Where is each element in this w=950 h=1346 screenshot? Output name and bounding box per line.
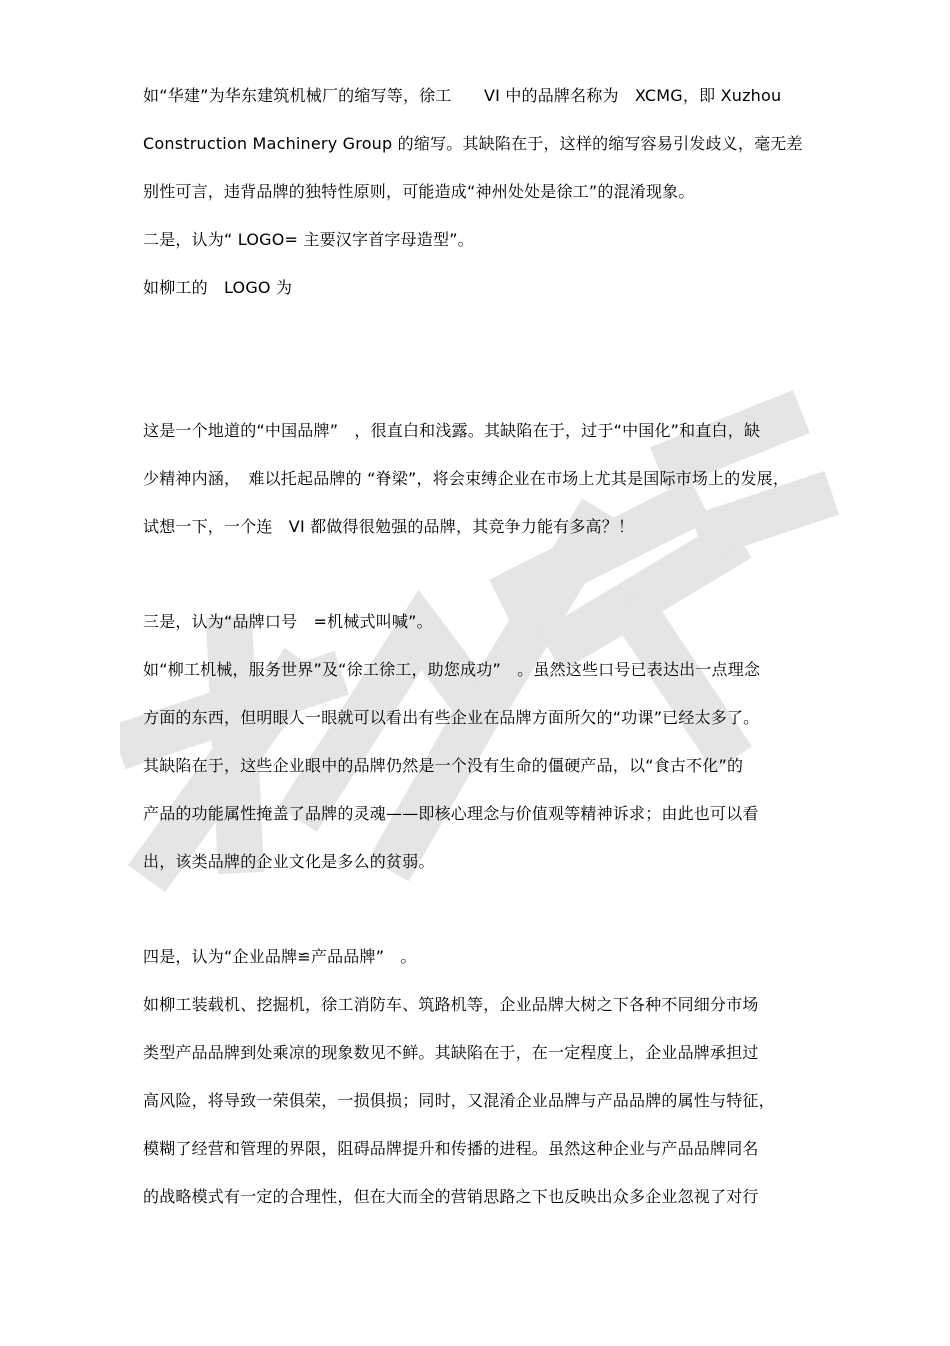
text-line: 别性可言，违背品牌的独特性原则，可能造成“神州处处是徐工”的混淆现象。 <box>143 182 695 201</box>
text-line: 四是，认为“企业品牌≌产品品牌” 。 <box>143 947 417 966</box>
text-line: 试想一下，一个连 VI 都做得很勉强的品牌，其竞争力能有多高？！ <box>143 517 635 536</box>
text-line: 这是一个地道的“中国品牌” ，很直白和浅露。其缺陷在于，过于“中国化”和直白，缺 <box>143 421 761 440</box>
text-line: 类型产品品牌到处乘凉的现象数见不鲜。其缺陷在于，在一定程度上，企业品牌承担过 <box>143 1043 759 1062</box>
text-line: 高风险，将导致一荣俱荣，一损俱损；同时，又混淆企业品牌与产品品牌的属性与特征， <box>143 1091 775 1110</box>
text-line: 如柳工装载机、挖掘机，徐工消防车、筑路机等，企业品牌大树之下各种不同细分市场 <box>143 995 759 1014</box>
text-line: 其缺陷在于，这些企业眼中的品牌仍然是一个没有生命的僵硬产品，以“食古不化”的 <box>143 756 744 775</box>
text-line: 如柳工的 LOGO 为 <box>143 278 293 297</box>
text-line: 如“柳工机械，服务世界”及“徐工徐工，助您成功” 。虽然这些口号已表达出一点理念 <box>143 660 761 679</box>
text-line: 模糊了经营和管理的界限，阻碍品牌提升和传播的进程。虽然这种企业与产品品牌同名 <box>143 1139 759 1158</box>
text-line: 出，该类品牌的企业文化是多么的贫弱。 <box>143 852 435 871</box>
text-line: 产品的功能属性掩盖了品牌的灵魂——即核心理念与价值观等精神诉求；由此也可以看 <box>143 804 759 823</box>
text-line: 少精神内涵， 难以托起品牌的 “脊梁”，将会束缚企业在市场上尤其是国际市场上的发展， <box>143 469 790 488</box>
text-line: Construction Machinery Group 的缩写。其缺陷在于，这样的缩写容易引发歧义，毫无差 <box>143 134 803 153</box>
text-line: 如“华建”为华东建筑机械厂的缩写等，徐工 VI 中的品牌名称为 XCMG，即 Xuzhou <box>143 86 782 105</box>
text-line: 三是，认为“品牌口号 =机械式叫喊”。 <box>143 612 433 631</box>
text-line: 的战略模式有一定的合理性，但在大而全的营销思路之下也反映出众多企业忽视了对行 <box>143 1187 759 1206</box>
text-line: 方面的东西，但明眼人一眼就可以看出有些企业在品牌方面所欠的“功课”已经太多了。 <box>143 708 760 727</box>
text-line: 二是，认为“ LOGO= 主要汉字首字母造型”。 <box>143 230 474 249</box>
